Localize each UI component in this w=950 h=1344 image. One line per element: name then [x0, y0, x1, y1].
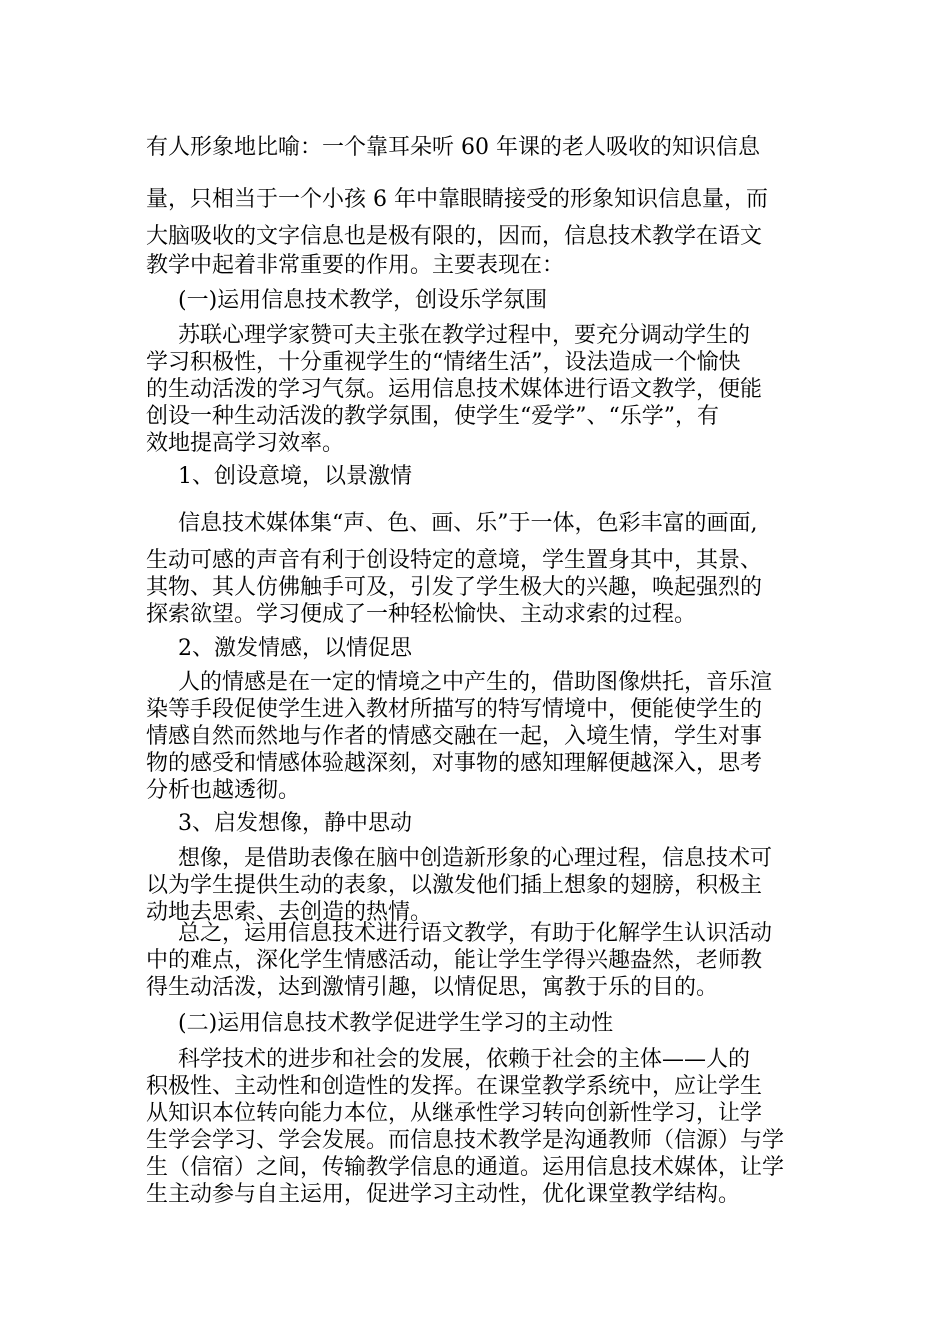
section-heading: (二)运用信息技术教学促进学生学习的主动性	[178, 1011, 614, 1036]
body-line: 大脑吸收的文字信息也是极有限的，因而，信息技术教学在语文	[146, 224, 763, 249]
body-line: 分析也越透彻。	[146, 778, 301, 803]
body-line: 其物、其人仿佛触手可及，引发了学生极大的兴趣，唤起强烈的	[146, 575, 763, 600]
body-line: 生（信宿）之间，传输教学信息的通道。运用信息技术媒体，让学	[146, 1155, 785, 1180]
subsection-heading: 2、激发情感，以情促思	[178, 636, 412, 661]
body-line: 动地去思索、去创造的热情。	[146, 900, 433, 925]
body-line: 生主动参与自主运用，促进学习主动性，优化课堂教学结构。	[146, 1182, 741, 1207]
body-line: 以为学生提供生动的表象，以激发他们插上想象的翅膀，积极主	[146, 873, 763, 898]
body-line: 生动可感的声音有利于创设特定的意境，学生置身其中，其景、	[146, 548, 763, 573]
body-line: 生学会学习、学会发展。而信息技术教学是沟通教师（信源）与学	[146, 1128, 785, 1153]
paragraph-first-line: 苏联心理学家赞可夫主张在教学过程中，要充分调动学生的	[178, 323, 751, 348]
body-line: 物的感受和情感体验越深刻，对事物的感知理解便越深入，思考	[146, 751, 763, 776]
body-line: 教学中起着非常重要的作用。主要表现在：	[146, 253, 565, 278]
paragraph-first-line: 科学技术的进步和社会的发展，依赖于社会的主体——人的	[178, 1047, 751, 1072]
subsection-heading: 3、启发想像，静中思动	[178, 811, 412, 836]
paragraph-first-line: 想像，是借助表像在脑中创造新形象的心理过程，信息技术可	[178, 846, 773, 871]
paragraph-first-line: 总之，运用信息技术进行语文教学，有助于化解学生认识活动	[178, 921, 773, 946]
body-line: 情感自然而然地与作者的情感交融在一起，入境生情，学生对事	[146, 724, 763, 749]
body-line: 探索欲望。学习便成了一种轻松愉快、主动求索的过程。	[146, 602, 697, 627]
body-line: 创设一种生动活泼的教学氛围，使学生“爱学”、“乐学”，有	[146, 404, 719, 429]
body-line: 积极性、主动性和创造性的发挥。在课堂教学系统中，应让学生	[146, 1074, 763, 1099]
body-line: 染等手段促使学生进入教材所描写的特写情境中，便能使学生的	[146, 697, 763, 722]
section-heading: (一)运用信息技术教学，创设乐学氛围	[178, 288, 548, 313]
body-line: 得生动活泼，达到激情引趣，以情促思，寓教于乐的目的。	[146, 975, 719, 1000]
body-line: 从知识本位转向能力本位，从继承性学习转向创新性学习，让学	[146, 1101, 763, 1126]
body-line: 量，只相当于一个小孩 6 年中靠眼睛接受的形象知识信息量，而	[146, 187, 768, 212]
paragraph-first-line: 信息技术媒体集“声、色、画、乐”于一体，色彩丰富的画面,	[178, 511, 758, 536]
subsection-heading: 1、创设意境，以景激情	[178, 464, 412, 489]
body-line: 有人形象地比喻：一个靠耳朵听 60 年课的老人吸收的知识信息	[146, 135, 760, 160]
paragraph-first-line: 人的情感是在一定的情境之中产生的，借助图像烘托，音乐渲	[178, 670, 773, 695]
body-line: 的生动活泼的学习气氛。运用信息技术媒体进行语文教学，便能	[146, 377, 763, 402]
body-line: 效地提高学习效率。	[146, 431, 345, 456]
body-line: 中的难点，深化学生情感活动，能让学生学得兴趣盎然，老师教	[146, 948, 763, 973]
body-line: 学习积极性，十分重视学生的“情绪生活”，设法造成一个愉快	[146, 350, 741, 375]
